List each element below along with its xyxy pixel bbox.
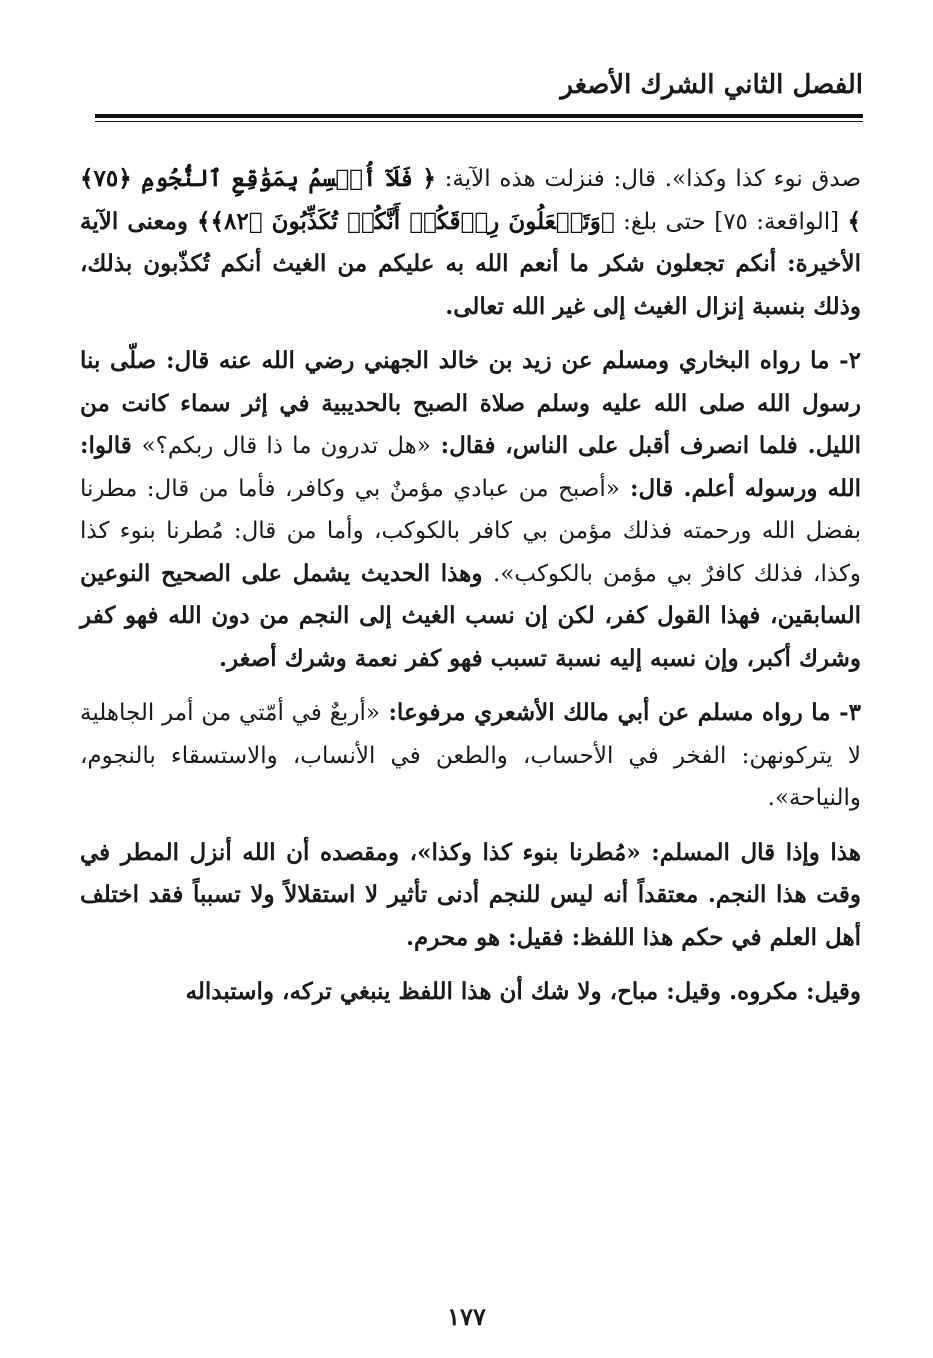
header-rule-thick (95, 114, 863, 118)
paragraph-2 (80, 340, 861, 680)
hadith-quote: «هل تدرون ما ذا قال ربكم؟» (141, 433, 431, 459)
paragraph-3 (80, 692, 861, 820)
text-segment: ٣- ما رواه مسلم عن أبي مالك الأشعري مرفوعا: (379, 699, 861, 726)
paragraph-5 (80, 971, 861, 1014)
page-number: ١٧٧ (447, 1302, 486, 1331)
chapter-header-title: الفصل الثاني الشرك الأصغر (560, 70, 863, 100)
quran-verse: ﴿ فَلَآ أُقۡسِمُ بِمَوَٰقِعِ ٱلنُّجُومِ ﴿٧٥﴾ ﴾ (80, 165, 861, 235)
header-rule-thin (95, 121, 863, 122)
text-segment: هذا وإذا قال المسلم: «مُطرنا بنوء كذا وكذا»، ومقصده أن الله أنزل المطر في وقت هذا النجم. معتقداً أنه ليس للنجم أدنى تأثير لا استقلالاً ولا تسبباً فقد اختلف أهل العلم في حكم هذا اللفظ: فقيل: هو محرم. (80, 838, 861, 951)
quran-verse: ﴿وَتَجۡعَلُونَ رِزۡقَكُمۡ أَنَّكُمۡ تُكَذِّبُونَ ﴿٨٢﴾﴾ (197, 207, 615, 235)
text-segment: صدق نوء كذا وكذا». قال: فنزلت هذه الآية: (435, 166, 861, 192)
text-segment: وهذا الحديث يشمل على الصحيح النوعين السابقين، فهذا القول كفر، لكن إن نسب الغيث إلى النجم من دون الله فهو كفر وشرك أكبر، وإن نسبه إليه نسبة تسبب فهو كفر نعمة وشرك أصغر. (80, 559, 861, 672)
text-segment: ومعنى الآية الأخيرة: أنكم تجعلون شكر ما أنعم الله به عليكم من الغيث أنكم تُكذّبون بذلك، وذلك بنسبة إنزال الغيث إلى غير الله تعالى. (80, 207, 861, 320)
hadith-quote: «أربعٌ في أمّتي من أمر الجاهلية لا يتركونهن: الفخر في الأحساب، والطعن في الأنساب، والاستسقاء بالنجوم، والنياحة». (80, 700, 861, 811)
text-segment: وقيل: مكروه. وقيل: مباح، ولا شك أن هذا اللفظ ينبغي تركه، واستبداله (185, 978, 861, 1005)
text-segment: ٢- ما رواه البخاري ومسلم عن زيد بن خالد الجهني رضي الله عنه قال: صلّى بنا رسول الله صلى الله عليه وسلم صلاة الصبح بالحديبية في إثر سماء كانت من الليل. فلما انصرف أقبل على الناس، فقال: (80, 347, 861, 459)
text-segment: قالوا: الله ورسوله أعلم. قال: (80, 432, 861, 502)
body-text (80, 158, 861, 1026)
text-segment: [الواقعة: ٧٥] حتى بلغ: (614, 208, 848, 235)
paragraph-4 (80, 832, 861, 960)
hadith-quote: «أصبح من عبادي مؤمنٌ بي وكافر، فأما من قال: مطرنا بفضل الله ورحمته فذلك مؤمن بي كافر بالكوكب، وأما من قال: مُطرنا بنوء كذا وكذا، فذلك كافرٌ بي مؤمن بالكوكب». (80, 475, 862, 587)
paragraph-1 (80, 158, 861, 328)
